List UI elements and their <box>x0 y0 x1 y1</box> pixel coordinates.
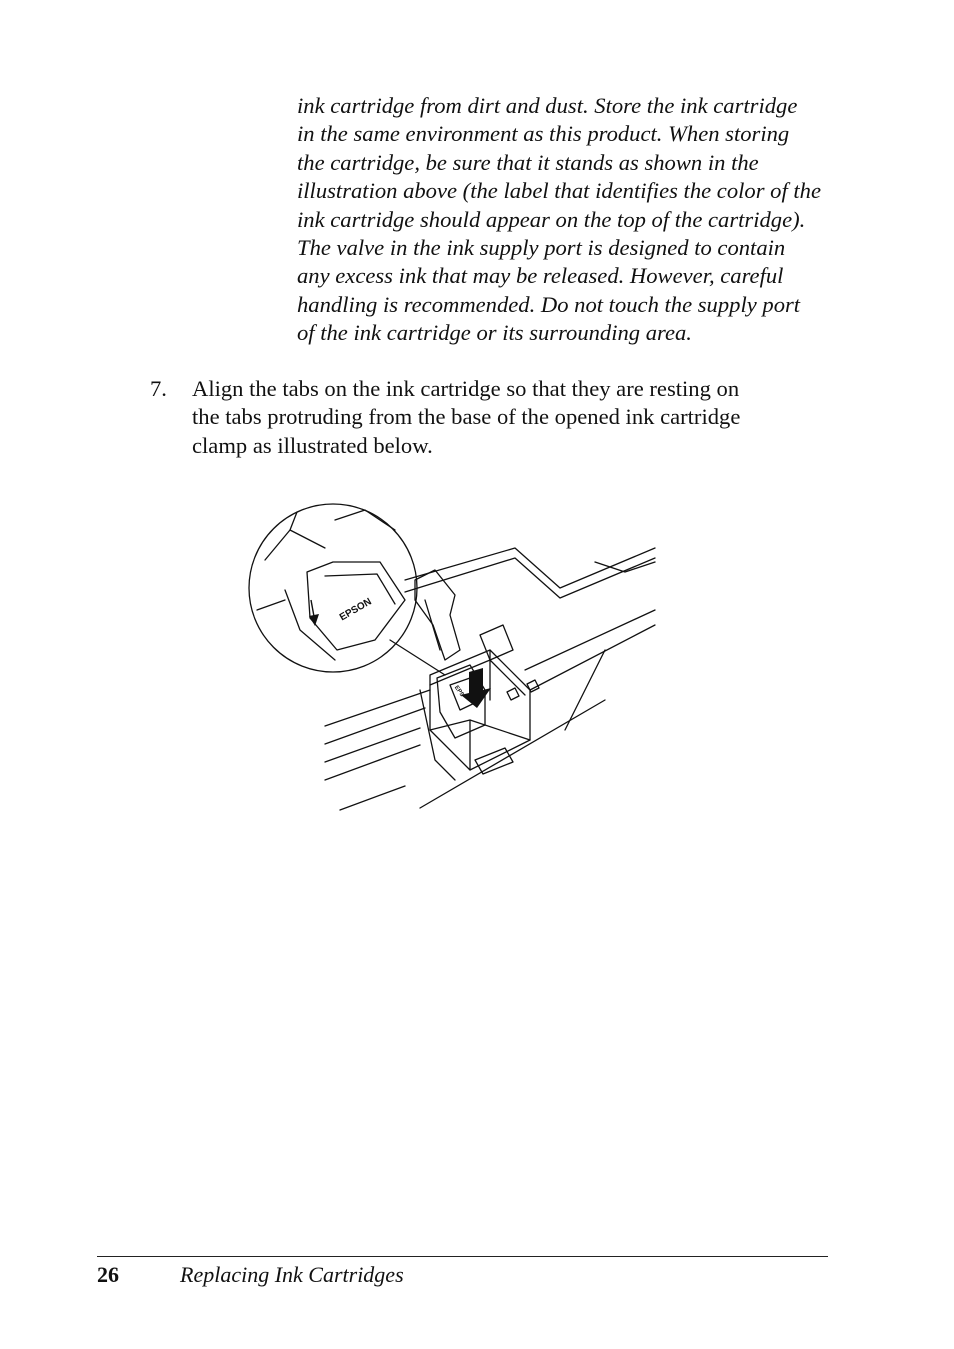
step-number: 7. <box>150 376 167 401</box>
note-line: of the ink cartridge or its surrounding area. <box>297 320 692 346</box>
note-line: illustration above (the label that identifies the color of the <box>297 178 821 204</box>
footer-rule <box>97 1256 828 1257</box>
caution-note <box>297 92 837 348</box>
note-line: The valve in the ink supply port is designed to contain <box>297 235 786 261</box>
note-line: in the same environment as this product. When storing <box>297 121 790 147</box>
step-text <box>192 375 842 460</box>
note-line: ink cartridge from dirt and dust. Store the ink cartridge <box>297 93 798 118</box>
note-line: the cartridge, be sure that it stands as shown in the <box>297 149 759 175</box>
note-line: any excess ink that may be released. However, careful <box>297 263 784 289</box>
step-line: the tabs protruding from the base of the opened ink cartridge <box>192 404 741 430</box>
step-line: clamp as illustrated below. <box>192 432 433 458</box>
callout-epson-label: EPSON <box>337 596 374 624</box>
note-line: ink cartridge should appear on the top of the cartridge). <box>297 206 806 232</box>
step-line: Align the tabs on the ink cartridge so that they are resting on <box>192 376 740 401</box>
cartridge-epson-label: EPS <box>452 684 465 699</box>
cartridge-installation-illustration <box>245 500 665 820</box>
note-line: handling is recommended. Do not touch the supply port <box>297 291 801 317</box>
running-footer: Replacing Ink Cartridges <box>180 1262 404 1287</box>
page-number: 26 <box>97 1262 119 1287</box>
